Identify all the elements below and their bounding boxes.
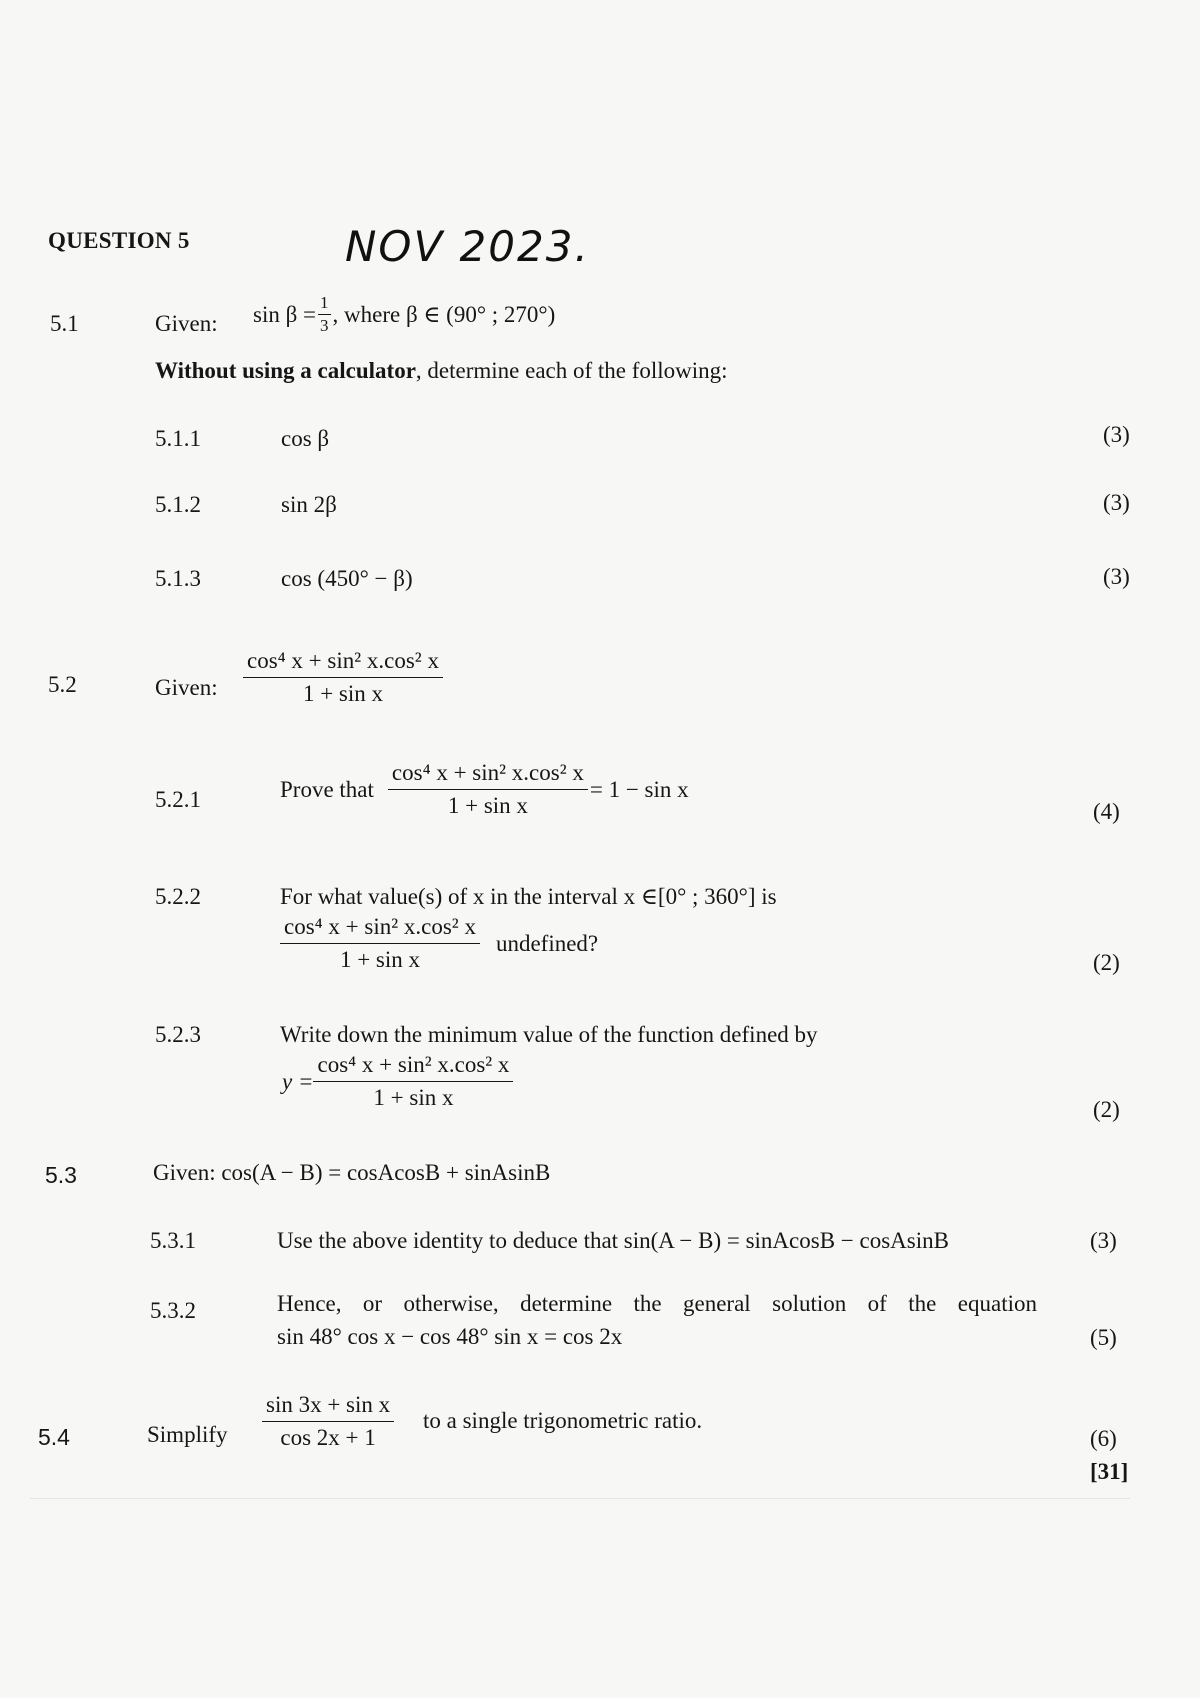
- part-expression-5-1-1: cos β: [281, 426, 330, 451]
- part-number-5-1-3: 5.1.3: [155, 566, 201, 591]
- question-number-5-3: 5.3: [45, 1162, 77, 1188]
- marks-5-3-2: (5): [1090, 1325, 1117, 1350]
- marks-5-2-3: (2): [1093, 1097, 1120, 1122]
- simplify-suffix: to a single trigonometric ratio.: [423, 1408, 703, 1433]
- part-number-5-1-2: 5.1.2: [155, 492, 201, 517]
- question-heading: QUESTION 5: [48, 228, 190, 253]
- instruction-5-1: [155, 358, 728, 384]
- part-expression-5-1-3: cos (450° − β): [281, 566, 413, 591]
- given-domain: , where β ∈ (90° ; 270°): [332, 301, 556, 327]
- part-text-5-3-1: Use the above identity to deduce that sin(A − B) = sinAcosB − cosAsinB: [277, 1228, 949, 1253]
- fraction-denominator: cos 2x + 1: [280, 1425, 376, 1450]
- marks-5-4: (6): [1090, 1426, 1117, 1451]
- part-number-5-2-3: 5.2.3: [155, 1022, 201, 1047]
- marks-5-1-2: (3): [1103, 490, 1130, 515]
- given-5-3: Given: cos(A − B) = cosAcosB + sinAsinB: [153, 1160, 551, 1185]
- expression-fraction: [262, 1392, 394, 1451]
- prove-suffix: = 1 − sin x: [589, 776, 689, 802]
- fraction-denominator: 1 + sin x: [373, 1085, 454, 1110]
- given-lhs: sin β =: [253, 301, 317, 327]
- marks-5-2-2: (2): [1093, 950, 1120, 975]
- marks-5-1-1: (3): [1103, 422, 1130, 447]
- question-number-5-2: 5.2: [48, 672, 77, 697]
- fraction-numerator: cos⁴ x + sin² x.cos² x: [388, 760, 588, 790]
- instruction-bold: Without using a calculator: [155, 358, 416, 383]
- part-number-5-2-2: 5.2.2: [155, 884, 201, 909]
- marks-5-2-1: (4): [1093, 799, 1120, 824]
- expression-fraction: [280, 914, 480, 973]
- given-fraction-5-2: [243, 648, 443, 707]
- part-text-5-2-2: For what value(s) of x in the interval x ∈[0° ; 360°] is: [280, 884, 777, 909]
- given-expression-5-1: [253, 293, 555, 336]
- fraction-denominator: 3: [320, 316, 329, 335]
- fraction-numerator: cos⁴ x + sin² x.cos² x: [280, 914, 480, 944]
- expression-fraction: [388, 760, 588, 819]
- handwritten-date-note: NOV 2023.: [345, 222, 590, 271]
- given-fraction: [318, 293, 331, 336]
- part-text-5-3-2: Hence, or otherwise, determine the general solution of the equation: [277, 1291, 1037, 1316]
- fraction-denominator: 1 + sin x: [339, 947, 420, 972]
- fraction-numerator: cos⁴ x + sin² x.cos² x: [243, 648, 443, 678]
- question-number-5-1: 5.1: [50, 311, 79, 336]
- fraction-denominator: 1 + sin x: [302, 681, 383, 706]
- function-lhs: y =: [282, 1068, 314, 1094]
- marks-5-1-3: (3): [1103, 564, 1130, 589]
- part-text-5-2-3: Write down the minimum value of the function defined by: [280, 1022, 818, 1047]
- part-number-5-3-1: 5.3.1: [150, 1228, 196, 1253]
- part-expression-5-2-1: [280, 760, 689, 819]
- part-expression-5-1-2: sin 2β: [281, 492, 337, 517]
- part-expression-5-2-2: [280, 914, 598, 973]
- fraction-numerator: cos⁴ x + sin² x.cos² x: [313, 1052, 513, 1082]
- expression-fraction: [313, 1052, 513, 1111]
- part-number-5-3-2: 5.3.2: [150, 1298, 196, 1323]
- expression-fraction: [243, 648, 443, 707]
- simplify-fraction: [262, 1392, 394, 1451]
- marks-5-3-1: (3): [1090, 1228, 1117, 1253]
- simplify-label: Simplify: [147, 1422, 228, 1447]
- question-number-5-4: 5.4: [38, 1424, 70, 1450]
- instruction-rest: , determine each of the following:: [415, 358, 728, 383]
- fraction-numerator: 1: [318, 293, 331, 315]
- fraction-numerator: sin 3x + sin x: [262, 1392, 394, 1422]
- given-label-5-1: Given:: [155, 311, 218, 336]
- given-label-5-2: Given:: [155, 675, 218, 700]
- page-bottom-rule: [30, 1498, 1130, 1499]
- equation-5-3-2: sin 48° cos x − cos 48° sin x = cos 2x: [277, 1324, 623, 1349]
- question-total-marks: [31]: [1090, 1459, 1129, 1484]
- fraction-denominator: 1 + sin x: [447, 793, 528, 818]
- part-expression-5-2-3: [282, 1052, 513, 1111]
- part-number-5-1-1: 5.1.1: [155, 426, 201, 451]
- prove-prefix: Prove that: [280, 776, 374, 802]
- undefined-suffix: undefined?: [495, 930, 599, 956]
- part-number-5-2-1: 5.2.1: [155, 787, 201, 812]
